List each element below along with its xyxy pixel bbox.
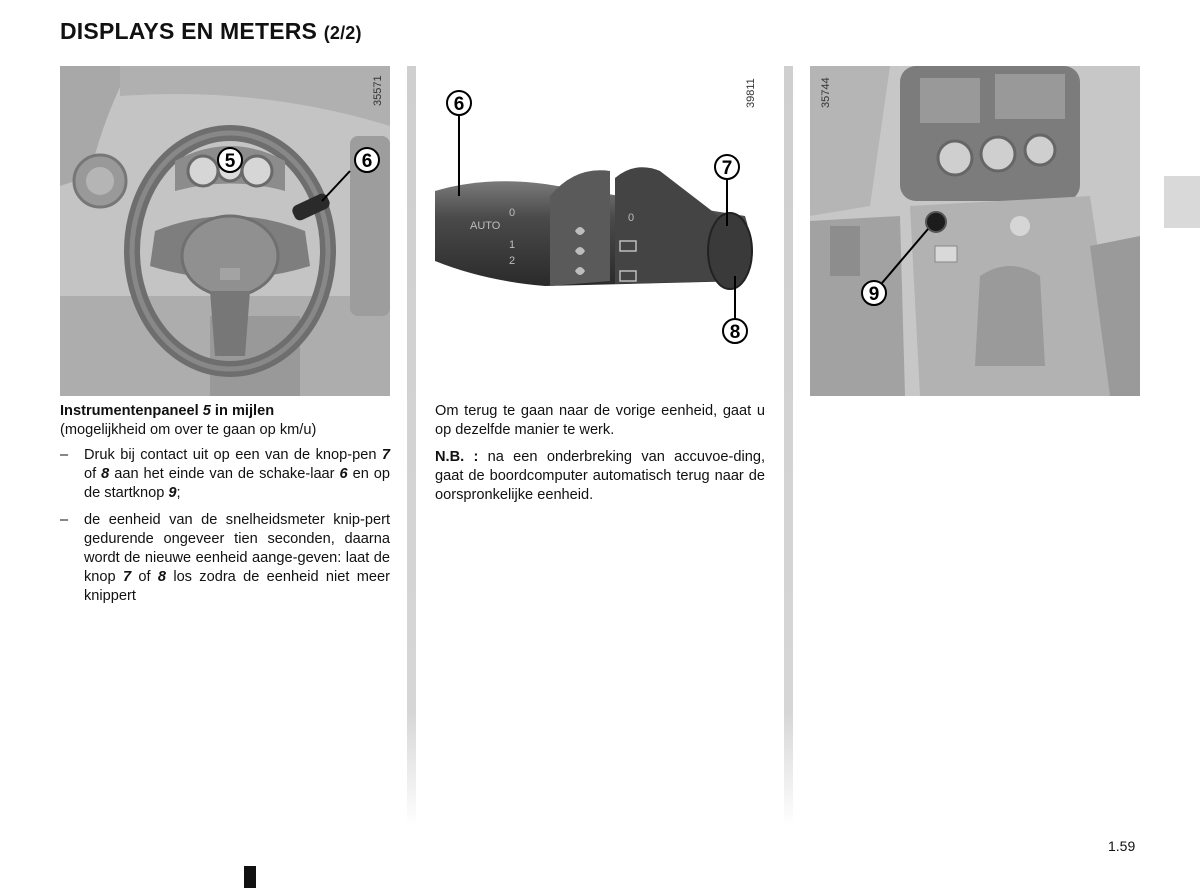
stalk-two-label: 2 [509, 255, 516, 267]
figure-dashboard [60, 66, 390, 396]
item-ref: 9 [168, 485, 177, 501]
note-label: N.B. : [435, 449, 479, 465]
callout-7: 7 [721, 158, 733, 179]
list-dash: – [60, 447, 69, 463]
callout-9: 9 [868, 284, 880, 305]
panel-heading [60, 402, 390, 421]
list-item [60, 511, 390, 606]
note-paragraph [435, 448, 765, 505]
stalk-illustration [425, 66, 775, 358]
heading-pre: Instrumentenpaneel [60, 403, 203, 419]
figure-stalk [425, 66, 775, 358]
section-tab [1164, 176, 1200, 228]
stalk-one-label: 1 [509, 239, 516, 251]
crop-mark [244, 866, 256, 888]
item-ref: 6 [339, 466, 348, 482]
stalk-zero-label: 0 [509, 207, 516, 219]
callout-6: 6 [361, 151, 373, 172]
note-text: na een onderbreking van accuvoe-ding, gaat de boordcomputer automatisch terug naar de oorspronkelijke eenheid. [435, 449, 766, 503]
figure-code: 35571 [372, 75, 384, 106]
panel-subheading: (mogelijkheid om over te gaan op km/u) [60, 422, 317, 438]
item-text: en op de startknop [84, 466, 390, 501]
dashboard-illustration [60, 66, 390, 396]
instruction-list [60, 446, 390, 606]
heading-num: 5 [202, 403, 211, 419]
item-text: of [84, 466, 102, 482]
figure-code: 39811 [745, 78, 757, 108]
item-text: los zodra de eenheid niet meer knippert [84, 569, 390, 604]
item-text: of [131, 569, 158, 585]
callout-6-stalk: 6 [453, 94, 465, 115]
page-number: 1.59 [1108, 838, 1136, 854]
heading-post: in mijlen [210, 403, 275, 419]
column-divider [784, 66, 793, 826]
console-illustration [810, 66, 1140, 396]
callout-5: 5 [224, 151, 236, 172]
stalk-zero-label-2: 0 [628, 212, 635, 224]
page-title [60, 18, 362, 45]
return-paragraph: Om terug te gaan naar de vorige eenheid, gaat u op dezelfde manier te werk. [435, 403, 765, 438]
callout-8: 8 [729, 322, 741, 343]
middle-column-text [435, 402, 765, 505]
list-dash: – [60, 512, 69, 528]
item-text: de eenheid van de snelheidsmeter knip-pert gedurende ongeveer tien seconden, daarna wordt de nieuwe eenheid aange-geven: laat de knop [84, 512, 390, 585]
item-text: ; [176, 485, 181, 501]
item-text: Druk bij contact uit op een van de knop-pen [84, 447, 382, 463]
left-column-text [60, 402, 390, 614]
column-divider [407, 66, 416, 826]
item-ref: 8 [157, 569, 167, 585]
item-ref: 8 [101, 466, 110, 482]
list-item [60, 446, 390, 503]
item-ref: 7 [381, 447, 390, 463]
title-part: (2/2) [323, 23, 362, 43]
figure-console [810, 66, 1140, 396]
item-text: aan het einde van de schake-laar [109, 466, 340, 482]
stalk-auto-label: AUTO [470, 220, 501, 232]
title-main: DISPLAYS EN METERS [60, 18, 318, 44]
item-ref: 7 [122, 569, 132, 585]
figure-code: 35744 [820, 77, 832, 108]
